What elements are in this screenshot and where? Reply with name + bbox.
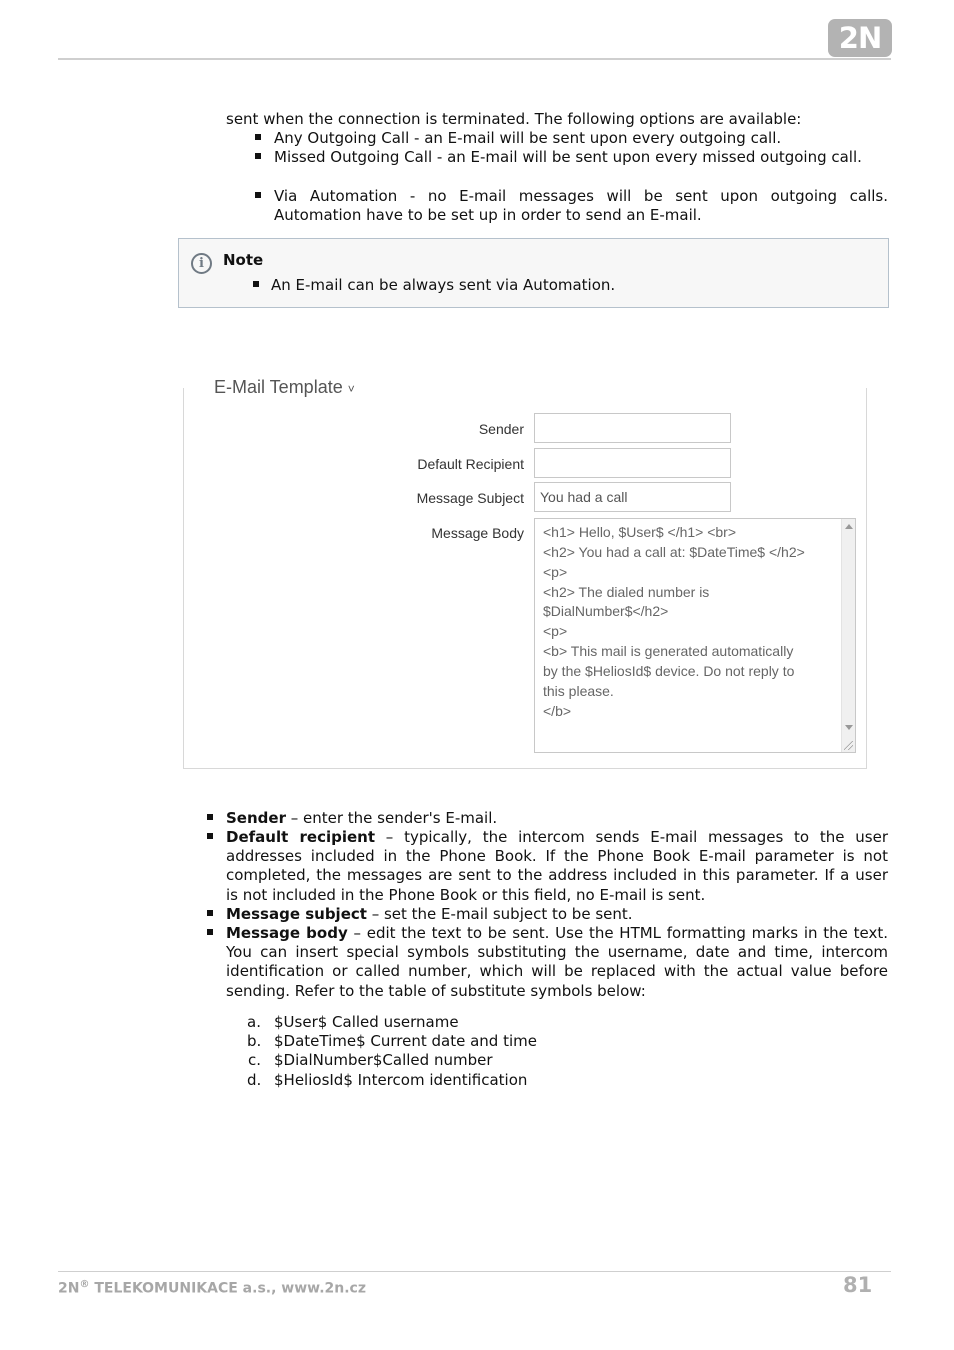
body-line: <h2> You had a call at: $DateTime$ </h2> xyxy=(543,544,805,560)
symbol-text: $User$ Called username xyxy=(274,1013,459,1031)
info-icon: i xyxy=(191,253,212,274)
param-item xyxy=(226,828,888,905)
param-desc: – edit the text to be sent. Use the HTML formatting marks in the text. You can insert special symbols substituting the username, date and time, intercom identification or called number, which will be replaced with the actual value before sending. Refer to the table of substitute symbols below: xyxy=(226,924,888,1000)
bullet xyxy=(253,281,259,287)
body-line: by the $HeliosId$ device. Do not reply to xyxy=(543,663,795,679)
intro-lead: sent when the connection is terminated. The following options are available: xyxy=(226,110,802,128)
param-item xyxy=(226,924,888,1001)
option-item: Any Outgoing Call - an E-mail will be sent upon every outgoing call. xyxy=(274,129,782,147)
param-item xyxy=(226,905,888,924)
body-line: <p> xyxy=(543,564,568,580)
footer-company-text: TELEKOMUNIKACE a.s., www.2n.cz xyxy=(89,1280,366,1297)
body-line: this please. xyxy=(543,683,614,699)
chevron-down-icon: ˅ xyxy=(347,382,355,396)
resize-handle-icon[interactable] xyxy=(844,741,853,750)
page-number: 81 xyxy=(843,1273,873,1297)
body-line: $DialNumber$</h2> xyxy=(543,603,669,619)
param-item xyxy=(226,809,888,828)
param-term: Sender xyxy=(226,809,286,827)
body-line: <b> This mail is generated automatically xyxy=(543,643,794,659)
symbol-text: $DialNumber$Called number xyxy=(274,1051,493,1069)
body-line: <h2> The dialed number is xyxy=(543,584,710,600)
header-rule xyxy=(58,58,891,60)
symbol-marker: b. xyxy=(247,1032,262,1050)
bullet xyxy=(255,134,261,140)
footer-brand: 2N xyxy=(58,1280,80,1297)
footer-company xyxy=(58,1279,366,1297)
note-item: An E-mail can be always sent via Automation. xyxy=(271,276,616,294)
scroll-down-icon[interactable] xyxy=(845,725,853,730)
recipient-input[interactable] xyxy=(534,448,731,478)
scroll-up-icon[interactable] xyxy=(845,524,853,529)
recipient-label: Default Recipient xyxy=(417,456,524,472)
note-box xyxy=(178,238,889,308)
bullet xyxy=(207,910,213,916)
symbol-marker: a. xyxy=(247,1013,261,1031)
param-desc: – enter the sender's E-mail. xyxy=(285,809,498,827)
body-line: <p> xyxy=(543,623,568,639)
note-title: Note xyxy=(223,251,264,269)
bullet xyxy=(207,929,213,935)
param-desc: – set the E-mail subject to be sent. xyxy=(366,905,633,923)
body-line: <h1> Hello, $User$ </h1> <br> xyxy=(543,524,737,540)
param-term: Message subject xyxy=(226,905,367,923)
brand-logo-text: 2N xyxy=(838,21,882,55)
registered-mark: ® xyxy=(79,1279,90,1290)
symbol-marker: c. xyxy=(248,1051,262,1069)
subject-input[interactable]: You had a call xyxy=(534,482,731,512)
option-item: Missed Outgoing Call - an E-mail will be sent upon every missed outgoing call. xyxy=(274,148,862,166)
body-textarea[interactable] xyxy=(534,518,856,753)
bullet xyxy=(255,192,261,198)
bullet xyxy=(255,153,261,159)
symbol-text: $DateTime$ Current date and time xyxy=(274,1032,537,1050)
sender-input[interactable] xyxy=(534,413,731,443)
param-term: Message body xyxy=(226,924,348,942)
form-title-text: E-Mail Template xyxy=(214,377,343,397)
option-item: Via Automation - no E-mail messages will be sent upon outgoing calls. Automation have to be set up in order to send an E-mail. xyxy=(274,187,888,225)
symbol-text: $HeliosId$ Intercom identification xyxy=(274,1071,528,1089)
param-desc: – typically, the intercom sends E-mail messages to the user addresses included in the Phone Book. If the Phone Book E-mail parameter is not completed, the messages are sent to the address included in this parameter. If a user is not included in the Phone Book or this field, no E-mail is sent. xyxy=(226,828,888,904)
footer-rule xyxy=(58,1271,891,1272)
bullet xyxy=(207,814,213,820)
body-label: Message Body xyxy=(431,525,524,541)
subject-label: Message Subject xyxy=(416,490,524,506)
form-title[interactable] xyxy=(214,377,359,398)
textarea-scrollbar[interactable] xyxy=(841,519,855,752)
param-term: Default recipient xyxy=(226,828,376,846)
sender-label: Sender xyxy=(478,421,524,437)
brand-logo xyxy=(828,19,892,57)
bullet xyxy=(207,833,213,839)
body-line: </b> xyxy=(543,703,572,719)
symbol-marker: d. xyxy=(247,1071,262,1089)
